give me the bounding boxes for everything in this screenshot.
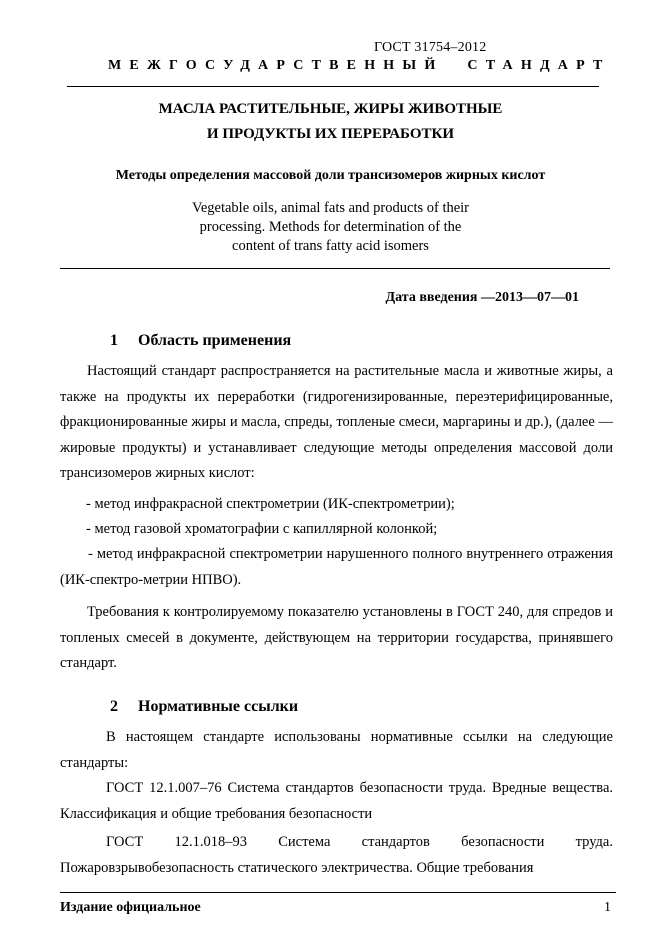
standard-type bbox=[108, 58, 611, 74]
english-title-line2: processing. Methods for determination of the bbox=[199, 219, 462, 235]
section-1-heading bbox=[110, 332, 291, 350]
footer-divider bbox=[60, 892, 616, 893]
section-2-title: Нормативные ссылки bbox=[138, 698, 299, 715]
title-divider bbox=[60, 268, 610, 269]
bullet-ir-spectrometry: - метод инфракрасной спектрометрии (ИК-спектрометрии); bbox=[86, 496, 455, 512]
bullet-gas-chromatography: - метод газовой хроматографии с капиллярной колонкой; bbox=[86, 521, 438, 537]
english-title-line3: content of trans fatty acid isomers bbox=[232, 238, 429, 254]
reference-gost-12-1-007: ГОСТ 12.1.007–76 Система стандартов безопасности труда. Вредные вещества. Классификация и общие требования безопасности bbox=[60, 780, 613, 822]
english-title-line1: Vegetable oils, animal fats and products of their bbox=[191, 200, 470, 216]
section-1-title: Область применения bbox=[138, 332, 292, 349]
official-edition-label: Издание официальное bbox=[60, 900, 201, 915]
title-line1: МАСЛА РАСТИТЕЛЬНЫЕ, ЖИРЫ ЖИВОТНЫЕ bbox=[158, 101, 503, 117]
section-2-number: 2 bbox=[110, 698, 118, 715]
section-1-paragraph-1: Настоящий стандарт распространяется на растительные масла и животные жиры, а также на продукты их переработки (гидрогенизированные, переэтерифицированные, фракционированные жиры и масла, спреды, топленые смеси, маргарины и др.), (далее — жировые продукты) и устанавливает следующие методы определения массовой доли трансизомеров жирных кислот: bbox=[60, 363, 613, 481]
section-2-heading bbox=[110, 698, 298, 716]
page-number: 1 bbox=[604, 900, 611, 915]
standard-type-word2: СТАНДАРТ bbox=[467, 58, 611, 73]
reference-gost-12-1-018: ГОСТ 12.1.018–93 Система стандартов безопасности труда. Пожаровзрывобезопасность статического электричества. Общие требования bbox=[60, 834, 613, 876]
standard-type-word1: МЕЖГОСУДАРСТВЕННЫЙ bbox=[108, 58, 444, 73]
section-1-number: 1 bbox=[110, 332, 118, 349]
subtitle: Методы определения массовой доли трансизомеров жирных кислот bbox=[115, 168, 546, 183]
section-1-paragraph-2: Требования к контролируемому показателю установлены в ГОСТ 240, для спредов и топленых смесей в документе, действующем на территории государства, принявшего стандарт. bbox=[60, 604, 613, 671]
bullet-atr-spectrometry: - метод инфракрасной спектрометрии нарушенного полного внутреннего отражения (ИК-спектро-метрии НПВО). bbox=[60, 546, 613, 588]
standard-number: ГОСТ 31754–2012 bbox=[374, 40, 487, 55]
introduction-date: Дата введения —2013—07—01 bbox=[385, 290, 579, 305]
section-2-paragraph-1: В настоящем стандарте использованы нормативные ссылки на следующие стандарты: bbox=[60, 729, 613, 771]
header-divider bbox=[67, 86, 599, 87]
title-line2: И ПРОДУКТЫ ИХ ПЕРЕРАБОТКИ bbox=[206, 126, 455, 142]
